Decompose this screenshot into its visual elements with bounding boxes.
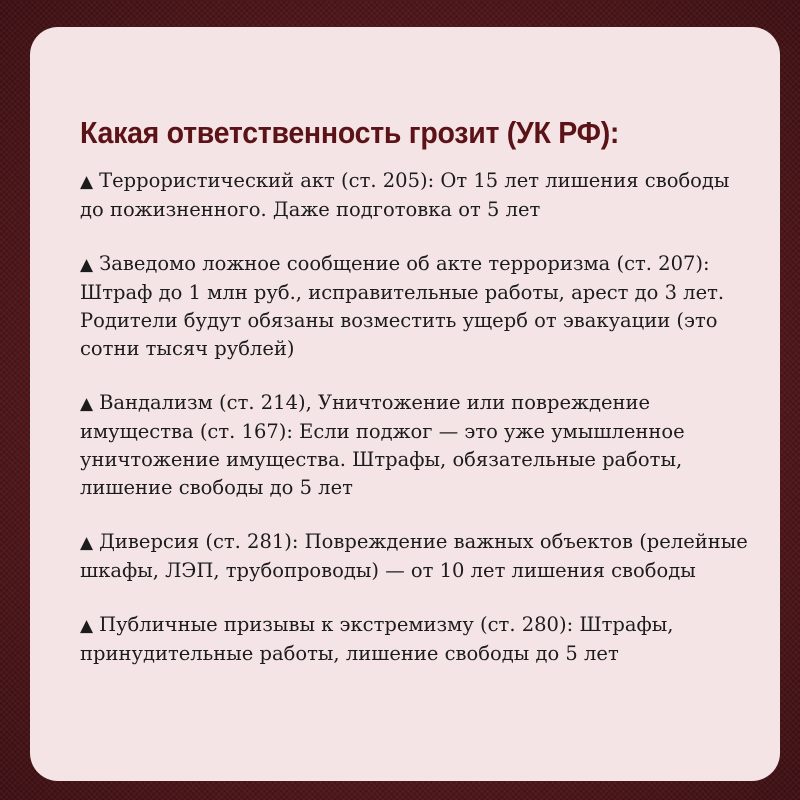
- warning-triangle-icon: ▲: [80, 172, 94, 192]
- warning-triangle-icon: ▲: [80, 255, 94, 275]
- liability-list: [80, 167, 750, 694]
- card-title: Какая ответственность грозит (УК РФ):: [80, 115, 620, 150]
- item-text: Террористический акт (ст. 205): От 15 лет лишения свободы до пожизненного. Даже подготовка от 5 лет: [80, 169, 730, 221]
- item-text: Вандализм (ст. 214), Уничтожение или повреждение имущества (ст. 167): Если поджог — это уже умышленное уничтожение имущества. Штрафы, обязательные работы, лишение свободы до 5 лет: [80, 391, 685, 499]
- list-item: [80, 389, 750, 502]
- list-item: [80, 528, 750, 585]
- info-card: [30, 27, 780, 781]
- item-text: Заведомо ложное сообщение об акте терроризма (ст. 207): Штраф до 1 млн руб., исправительные работы, арест до 3 лет. Родители будут обязаны возместить ущерб от эвакуации (это сотни тысяч рублей): [80, 252, 725, 360]
- list-item: [80, 611, 750, 668]
- warning-triangle-icon: ▲: [80, 394, 94, 414]
- warning-triangle-icon: ▲: [80, 616, 94, 636]
- list-item: [80, 250, 750, 363]
- list-item: [80, 167, 750, 224]
- warning-triangle-icon: ▲: [80, 533, 94, 553]
- item-text: Диверсия (ст. 281): Повреждение важных объектов (релейные шкафы, ЛЭП, трубопроводы) — от 10 лет лишения свободы: [80, 530, 748, 582]
- item-text: Публичные призывы к экстремизму (ст. 280): Штрафы, принудительные работы, лишение свободы до 5 лет: [80, 613, 674, 665]
